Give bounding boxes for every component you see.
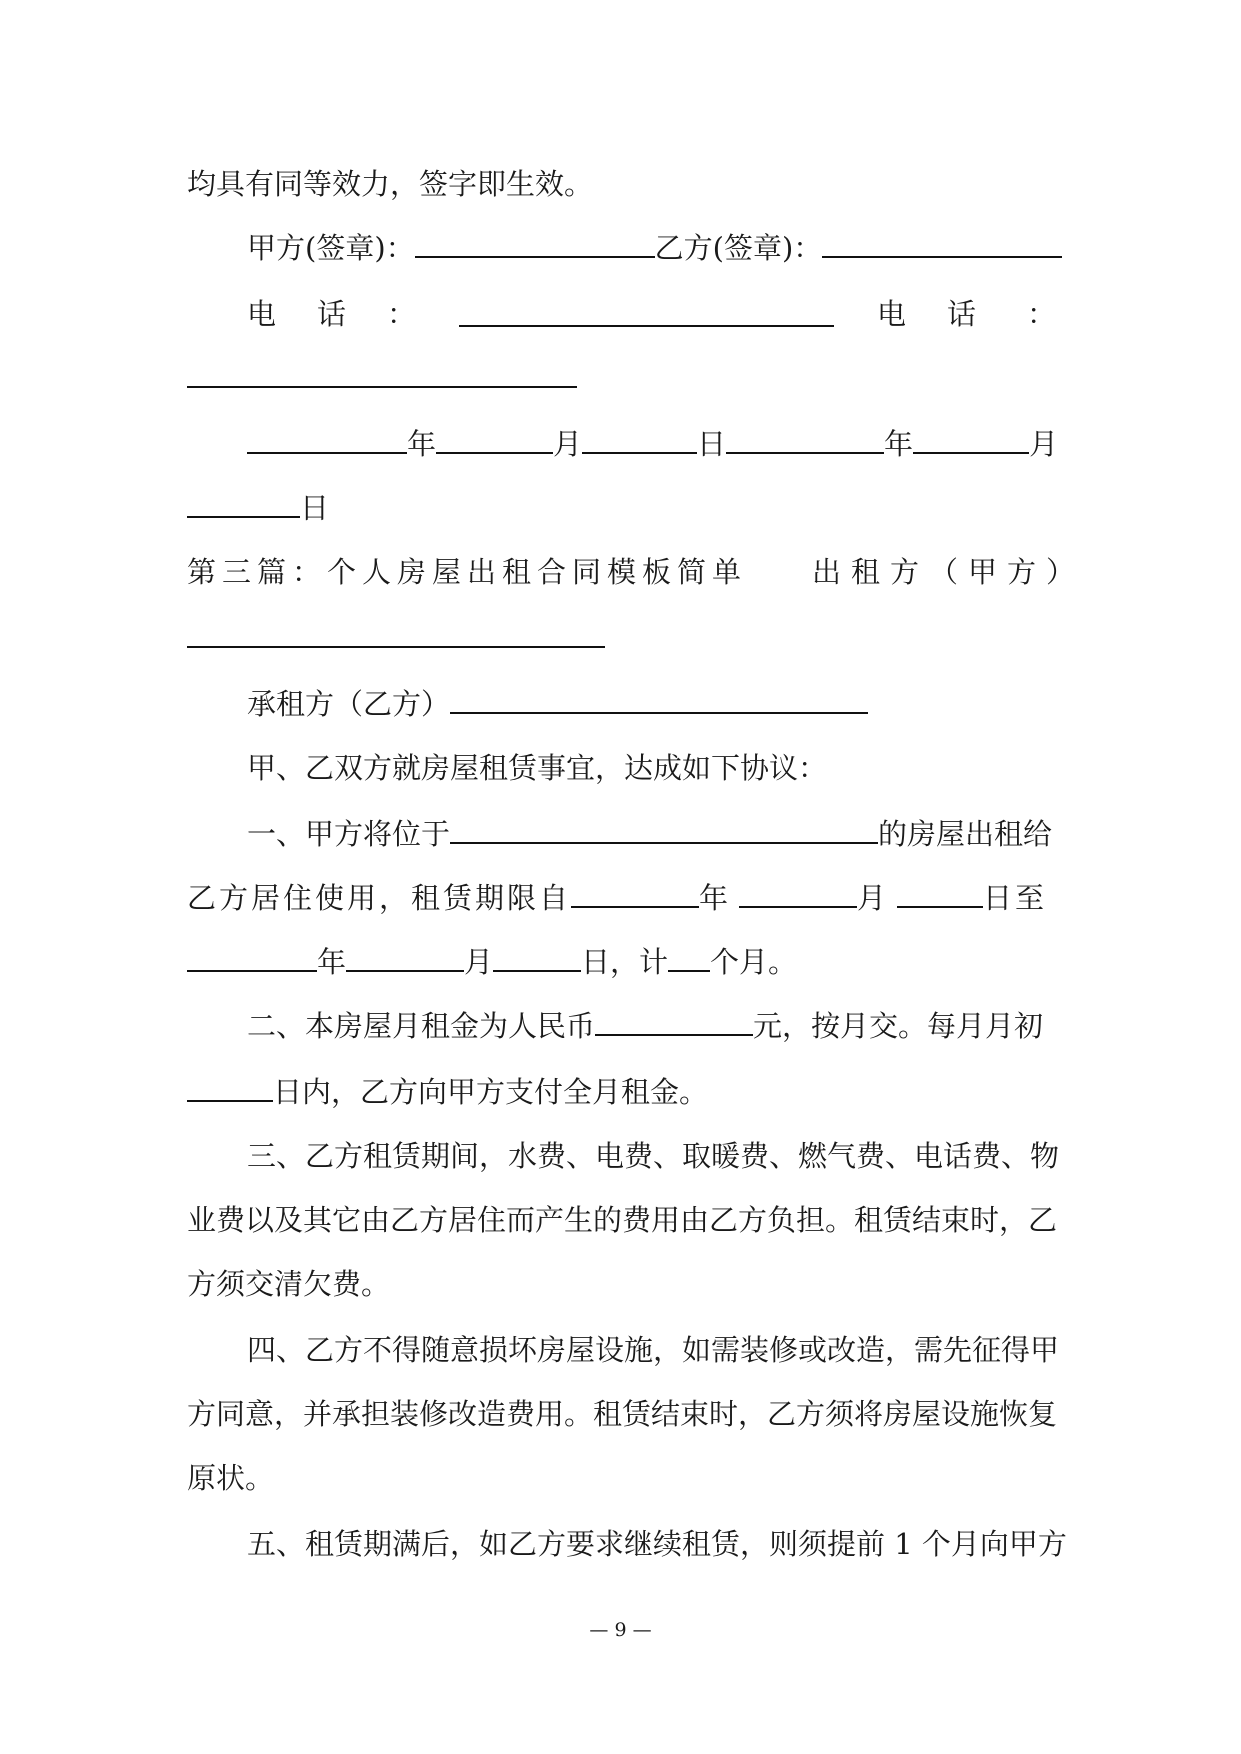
year-label: 年 <box>884 427 914 461</box>
party-b-day-blank[interactable] <box>187 489 300 518</box>
clause-1-text-a: 一、甲方将位于 <box>247 817 451 851</box>
year-label: 年 <box>317 945 347 979</box>
clause-2-text-b: 元，按月交。每月月初 <box>753 1009 1044 1043</box>
clause-1-line-3 <box>187 942 1061 982</box>
third-part-heading: 第三篇：个人房屋出租合同模板简单 <box>187 555 748 589</box>
clause-2-line-1 <box>247 1006 1061 1046</box>
end-day-blank[interactable] <box>493 943 581 972</box>
clause-1-line-1 <box>247 814 1061 854</box>
party-a-day-blank[interactable] <box>582 425 697 454</box>
day-label: 日 <box>300 491 330 525</box>
lessor-blank[interactable] <box>187 619 605 648</box>
payment-day-blank[interactable] <box>187 1073 273 1102</box>
party-b-phone-char-1: 电 <box>877 297 907 331</box>
clause-1-text-b: 的房屋出租给 <box>878 817 1053 851</box>
month-label: 月 <box>857 881 890 915</box>
party-a-month-blank[interactable] <box>436 425 553 454</box>
clause-1-line-2 <box>187 878 1061 918</box>
clause-3-line-1: 三、乙方租赁期间，水费、电费、取暖费、燃气费、电话费、物 <box>247 1139 1060 1173</box>
clause-1-text-c: 乙方居住使用，租赁期限自 <box>187 881 572 915</box>
party-b-phone-char-2: 话 <box>947 297 977 331</box>
clause-4-line-3: 原状。 <box>187 1461 275 1495</box>
start-year-blank[interactable] <box>571 879 699 908</box>
month-label: 月 <box>464 945 494 979</box>
clause-2-text-a: 二、本房屋月租金为人民币 <box>247 1009 596 1043</box>
clause-1-text-e: 日，计 <box>581 945 669 979</box>
lessee-label: 承租方（乙方） <box>247 687 451 721</box>
party-b-phone-blank[interactable] <box>187 359 577 388</box>
rent-amount-blank[interactable] <box>595 1007 753 1036</box>
lessor-label: 出租方（甲方） <box>812 555 1086 589</box>
party-b-sign-label: 乙方(签章)： <box>654 231 823 265</box>
clause-5-line-1: 五、租赁期满后，如乙方要求继续租赁，则须提前 1 个月向甲方 <box>247 1527 1067 1561</box>
clause-3-line-2: 业费以及其它由乙方居住而产生的费用由乙方负担。租赁结束时，乙 <box>187 1203 1058 1237</box>
house-location-blank[interactable] <box>450 815 878 844</box>
clause-2-line-2 <box>187 1072 1061 1112</box>
clause-1-text-d: 日至 <box>983 881 1048 915</box>
third-part-heading-row <box>187 552 1086 592</box>
signature-row <box>247 228 1061 268</box>
month-label: 月 <box>1029 427 1059 461</box>
party-b-phone-line <box>187 358 1061 398</box>
party-b-phone-char-3: ： <box>1027 297 1057 331</box>
paragraph-end: 均具有同等效力，签字即生效。 <box>187 167 594 201</box>
lessee-row <box>247 684 1061 724</box>
year-label: 年 <box>699 881 732 915</box>
party-a-phone-char-3: ： <box>387 297 417 331</box>
day-label: 日 <box>697 427 727 461</box>
end-year-blank[interactable] <box>187 943 317 972</box>
clause-3-line-3: 方须交清欠费。 <box>187 1267 391 1301</box>
clause-1-text-f: 个月。 <box>710 945 798 979</box>
year-label: 年 <box>407 427 437 461</box>
clause-4-line-2: 方同意，并承担装修改造费用。租赁结束时，乙方须将房屋设施恢复 <box>187 1397 1058 1431</box>
party-a-sign-blank[interactable] <box>415 229 655 258</box>
intro-line: 甲、乙双方就房屋租赁事宜，达成如下协议： <box>247 751 828 785</box>
party-a-phone-char-2: 话 <box>317 297 347 331</box>
party-b-sign-blank[interactable] <box>822 229 1062 258</box>
lessee-blank[interactable] <box>450 685 868 714</box>
month-label: 月 <box>553 427 583 461</box>
party-a-sign-label: 甲方(签章)： <box>247 231 415 265</box>
party-b-month-blank[interactable] <box>913 425 1029 454</box>
party-a-year-blank[interactable] <box>247 425 407 454</box>
party-b-year-blank[interactable] <box>726 425 884 454</box>
clause-2-text-c: 日内，乙方向甲方支付全月租金。 <box>273 1075 709 1109</box>
start-month-blank[interactable] <box>739 879 857 908</box>
page-number: — 9 — <box>589 1619 652 1641</box>
date-row <box>247 424 1061 464</box>
party-a-phone-blank[interactable] <box>459 298 834 327</box>
months-count-blank[interactable] <box>668 943 710 972</box>
end-month-blank[interactable] <box>346 943 464 972</box>
lessor-line <box>187 618 1061 658</box>
clause-4-line-1: 四、乙方不得随意损坏房屋设施，如需装修或改造，需先征得甲 <box>247 1333 1060 1367</box>
date-row-cont <box>187 488 1061 528</box>
start-day-blank[interactable] <box>897 879 983 908</box>
party-a-phone-char-1: 电 <box>247 297 277 331</box>
